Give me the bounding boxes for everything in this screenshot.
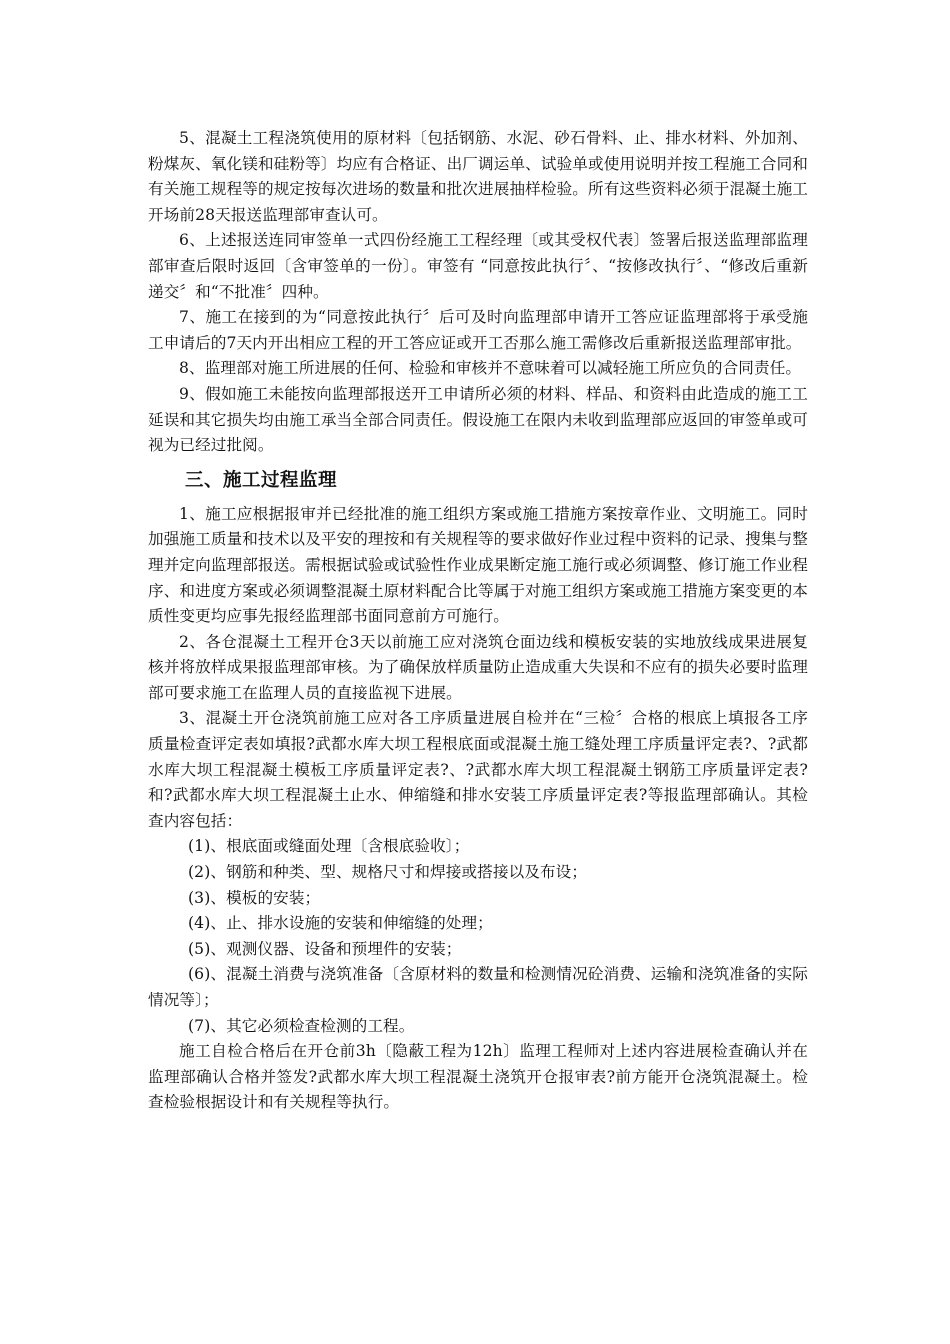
section-paragraph-1: 1、施工应根据报审并已经批准的施工组织方案或施工措施方案按章作业、文明施工。同时加强施工质量和技术以及平安的理按和有关规程等的要求做好作业过程中资料的记录、搜集与整理并定向监理部报送。需根据试验或试验性作业成果断定施工施行或必须调整、修订施工作业程序、和进度方案或必须调整混凝土原材料配合比等属于对施工组织方案或施工措施方案变更的本质性变更均应事先报经监理部书面同意前方可施行。 [148, 504, 808, 626]
document-page [148, 126, 808, 1116]
list-item: (3)、模板的安装； [188, 888, 321, 907]
list-item: (4)、止、排水设施的安装和伸缩缝的处理； [188, 914, 493, 933]
paragraph-9: 9、假如施工未能按向监理部报送开工申请所必须的材料、样品、和资料由此造成的施工工延误和其它损失均由施工承当全部合同责任。假设施工在限内未收到监理部应返回的审签单或可视为已经过批阅。 [148, 384, 808, 455]
section-paragraph-3: 3、混凝土开仓浇筑前施工应对各工序质量进展自检并在“三检〞合格的根底上填报各工序质量检查评定表如填报?武都水库大坝工程根底面或混凝土施工缝处理工序质量评定表?、?武都水库大坝工程混凝土模板工序质量评定表?、?武都水库大坝工程混凝土钢筋工序质量评定表?和?武都水库大坝工程混凝土止水、伸缩缝和排水安装工序质量评定表?等报监理部确认。其检查内容包括： [148, 709, 808, 830]
list-item: (6)、混凝土消费与浇筑准备〔含原材料的数量和检测情况砼消费、运输和浇筑准备的实际情况等〕； [148, 965, 808, 1009]
list-item: (1)、根底面或缝面处理〔含根底验收〕； [188, 837, 470, 856]
paragraph-7: 7、施工在接到的为“同意按此执行〞后可及时向监理部申请开工答应证监理部将于承受施工申请后的7天内开出相应工程的开工答应证或开工否那么施工需修改后重新报送监理部审批。 [148, 308, 808, 352]
final-paragraph: 施工自检合格后在开仓前3h〔隐蔽工程为12h〕监理工程师对上述内容进展检查确认并在监理部确认合格并签发?武都水库大坝工程混凝土浇筑开仓报审表?前方能开仓浇筑混凝土。检查检验根据设计和有关规程等执行。 [148, 1042, 808, 1112]
paragraph-5: 5、混凝土工程浇筑使用的原材料〔包括钢筋、水泥、砂石骨料、止、排水材料、外加剂、粉煤灰、氧化镁和硅粉等〕均应有合格证、出厂调运单、试验单或使用说明并按工程施工合同和有关施工规程等的规定按每次进场的数量和批次进展抽样检验。所有这些资料必须于混凝土施工开场前28天报送监理部审查认可。 [148, 129, 808, 224]
paragraph-6: 6、上述报送连同审签单一式四份经施工工程经理〔或其受权代表〕签署后报送监理部监理部审查后限时返回〔含审签单的一份〕。审签有 “同意按此执行〞、“按修改执行〞、“修改后重新递交〞和“不批准〞四种。 [148, 231, 808, 301]
section-heading: 三、施工过程监理 [185, 469, 338, 491]
list-item: (2)、钢筋和种类、型、规格尺寸和焊接或搭接以及布设； [188, 863, 588, 882]
list-item: (7)、其它必须检查检测的工程。 [188, 1016, 415, 1035]
paragraph-8: 8、监理部对施工所进展的任何、检验和审核并不意味着可以减轻施工所应负的合同责任。 [179, 359, 802, 378]
list-item: (5)、观测仪器、设备和预埋件的安装； [188, 939, 462, 958]
section-paragraph-2: 2、各仓混凝土工程开仓3天以前施工应对浇筑仓面边线和模板安装的实地放线成果进展复核并将放样成果报监理部审核。为了确保放样质量防止造成重大失误和不应有的损失必要时监理部可要求施工在监理人员的直接监视下进展。 [148, 632, 808, 702]
